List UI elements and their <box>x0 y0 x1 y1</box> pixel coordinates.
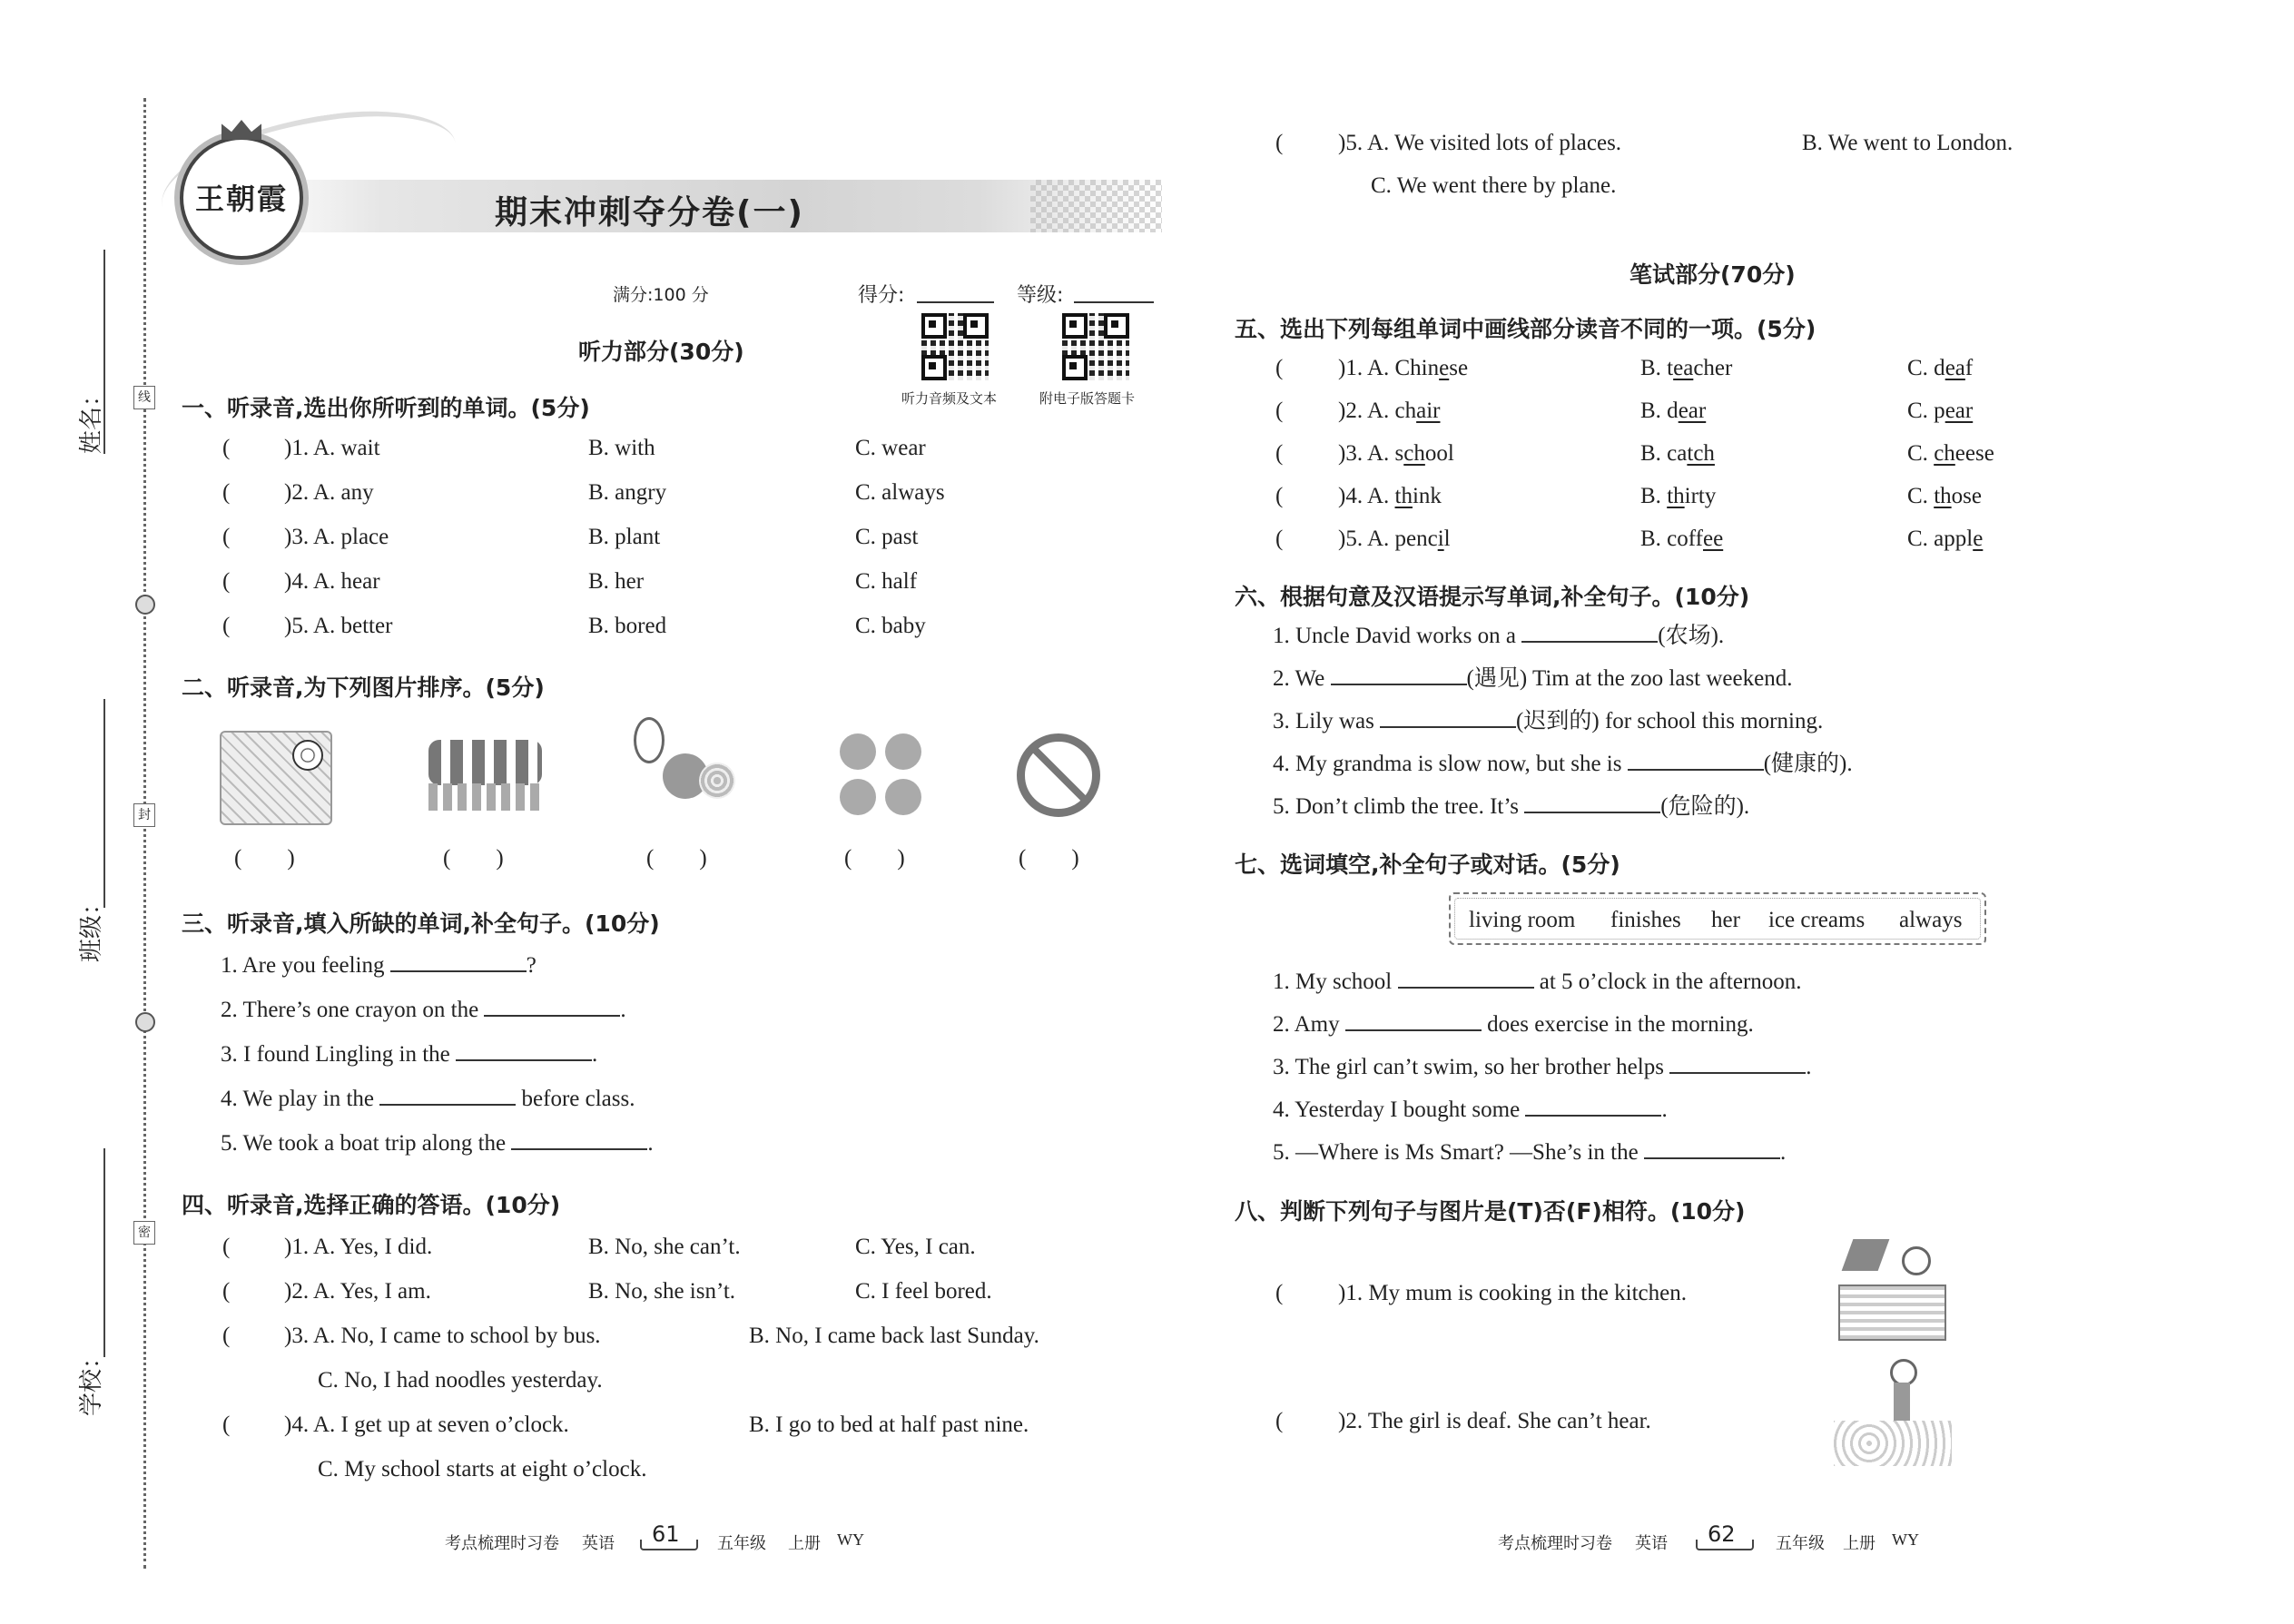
s3-q5-blank[interactable] <box>511 1147 647 1150</box>
s7-q5-blank[interactable] <box>1644 1156 1780 1159</box>
footer-grade: 五年级 <box>1776 1534 1825 1552</box>
footer-term: 上册 <box>1843 1534 1876 1552</box>
s3-q3-text: 3. I found Lingling in the <box>221 1042 450 1067</box>
s5-q5-b: B. coffee <box>1640 527 1724 551</box>
logo-text: 王朝霞 <box>194 182 288 215</box>
grade-label: 等级: <box>1017 284 1064 307</box>
s5-q2-c: C. pear <box>1907 399 1974 423</box>
listening-heading: 听力部分(30分) <box>578 339 744 365</box>
s6-q3: 3. Lily was (迟到的) for school this morning. <box>1273 709 1824 733</box>
s6-q5-blank[interactable] <box>1524 811 1660 813</box>
s1-q3-b: B. plant <box>588 525 661 549</box>
seal-mark-1: 线 <box>133 386 155 409</box>
class-label: 班级： <box>78 891 105 962</box>
logo-badge <box>180 136 303 260</box>
s7-q3: 3. The girl can’t swim, so her brother helps . <box>1273 1055 1812 1079</box>
s5-q4-paren[interactable]: ( <box>1275 484 1284 508</box>
s1-q1-a: )1. A. wait <box>284 436 380 460</box>
picture-children-group <box>428 731 542 826</box>
s6-q1-blank[interactable] <box>1521 640 1658 643</box>
s5-q1-b: B. teacher <box>1640 356 1733 380</box>
qr-code-audio[interactable] <box>921 313 989 380</box>
s5-q3-a: )3. A. school <box>1338 441 1454 466</box>
s5-q1-a: )1. A. Chinese <box>1338 356 1469 380</box>
s5-q1-paren[interactable]: ( <box>1275 356 1284 380</box>
s3-q4-blank[interactable] <box>379 1103 516 1106</box>
s5-q4-c: C. those <box>1907 484 1982 508</box>
picture-girl-outdoor <box>1834 1357 1952 1471</box>
s2-bracket-2[interactable]: ( ) <box>443 846 504 871</box>
class-line <box>103 699 105 908</box>
s8-q2-text: )2. The girl is deaf. She can’t hear. <box>1338 1409 1651 1433</box>
s1-q4-a: )4. A. hear <box>284 569 380 594</box>
page-title: 期末冲刺夺分卷(一) <box>495 194 804 231</box>
s1-q2-paren[interactable]: ( <box>222 480 231 505</box>
footer-code: WY <box>1892 1530 1919 1549</box>
s4-q5-paren[interactable]: ( <box>1275 131 1284 155</box>
s4-q1-paren[interactable]: ( <box>222 1235 231 1259</box>
word-bank-word: always <box>1899 908 1963 932</box>
s3-q2-end: . <box>620 998 626 1022</box>
s5-q3-c: C. cheese <box>1907 441 1994 466</box>
s6-q2-blank[interactable] <box>1331 683 1467 685</box>
s4-q1-a: )1. A. Yes, I did. <box>284 1235 433 1259</box>
school-label: 学校： <box>78 1344 105 1416</box>
word-bank-word: living room <box>1469 908 1576 932</box>
s1-q2-a: )2. A. any <box>284 480 374 505</box>
s4-q3-paren[interactable]: ( <box>222 1324 231 1348</box>
s5-q2-b: B. dear <box>1640 399 1707 423</box>
section-1-title: 一、听录音,选出你所听到的单词。(5分) <box>182 395 590 421</box>
s3-q2 <box>221 999 626 1021</box>
footer-grade: 五年级 <box>717 1534 766 1552</box>
s1-q2-c: C. always <box>855 480 945 505</box>
name-label: 姓名： <box>78 382 105 454</box>
s8-q2-paren[interactable]: ( <box>1275 1409 1284 1433</box>
page-number: 62 <box>1708 1521 1736 1547</box>
s1-q1-b: B. with <box>588 436 655 460</box>
qr-code-answer-card[interactable] <box>1062 313 1129 380</box>
s4-q4-c: C. My school starts at eight o’clock. <box>318 1457 647 1481</box>
section-8-title: 八、判断下列句子与图片是(T)否(F)相符。(10分) <box>1235 1198 1746 1225</box>
s2-bracket-3[interactable]: ( ) <box>646 846 707 871</box>
s2-bracket-1[interactable]: ( ) <box>234 846 295 871</box>
s4-q4-paren[interactable]: ( <box>222 1412 231 1437</box>
s1-q1-paren[interactable]: ( <box>222 436 231 460</box>
s4-q3-a: )3. A. No, I came to school by bus. <box>284 1324 601 1348</box>
seal-mark-3: 密 <box>133 1221 155 1245</box>
word-bank-box <box>1449 892 1986 945</box>
s3-q4 <box>221 1088 635 1110</box>
s4-q4-b: B. I go to bed at half past nine. <box>749 1412 1029 1437</box>
s6-q1: 1. Uncle David works on a (农场). <box>1273 624 1725 648</box>
footer-term: 上册 <box>788 1534 821 1552</box>
section-7-title: 七、选词填空,补全句子或对话。(5分) <box>1235 851 1620 878</box>
s4-q5-a: )5. A. We visited lots of places. <box>1338 131 1622 155</box>
s1-q3-c: C. past <box>855 525 919 549</box>
s8-q1-paren[interactable]: ( <box>1275 1281 1284 1305</box>
s3-q3 <box>221 1043 597 1066</box>
s5-q5-a: )5. A. pencil <box>1338 527 1451 551</box>
s3-q1-text: 1. Are you feeling <box>221 953 385 978</box>
s1-q5-b: B. bored <box>588 614 667 638</box>
s3-q2-text: 2. There’s one crayon on the <box>221 998 479 1022</box>
grade-blank[interactable] <box>1074 301 1154 303</box>
s6-q5: 5. Don’t climb the tree. It’s (危险的). <box>1273 794 1750 819</box>
s7-q2: 2. Amy does exercise in the morning. <box>1273 1012 1754 1037</box>
section-2-title: 二、听录音,为下列图片排序。(5分) <box>182 674 545 701</box>
s3-q1 <box>221 954 537 977</box>
s3-q3-end: . <box>592 1042 598 1067</box>
s7-q4: 4. Yesterday I bought some . <box>1273 1097 1668 1122</box>
picture-girl-cheerleader <box>626 717 744 826</box>
s5-q4-a: )4. A. think <box>1338 484 1442 508</box>
page-number-bracket <box>1696 1540 1754 1550</box>
score-label: 得分: <box>858 284 905 307</box>
word-bank-word: her <box>1711 908 1740 932</box>
s5-q1-c: C. deaf <box>1907 356 1974 380</box>
section-5-title: 五、选出下列每组单词中画线部分读音不同的一项。(5分) <box>1235 316 1816 342</box>
footer-series: 考点梳理时习卷 <box>445 1534 559 1552</box>
s7-q3-blank[interactable] <box>1669 1071 1806 1074</box>
qr-answer-caption: 附电子版答题卡 <box>1039 390 1136 407</box>
crown-icon <box>222 120 261 140</box>
binding-dotted-line <box>143 98 146 1569</box>
s1-q5-paren[interactable]: ( <box>222 614 231 638</box>
s4-q1-c: C. Yes, I can. <box>855 1235 976 1259</box>
footer-subject: 英语 <box>582 1534 615 1552</box>
s3-q4-end: before class. <box>521 1087 635 1111</box>
s3-q5-text: 5. We took a boat trip along the <box>221 1131 507 1156</box>
seal-dot-icon <box>135 1012 155 1032</box>
score-blank[interactable] <box>917 301 994 303</box>
s4-q5-b: B. We went to London. <box>1802 131 2013 155</box>
qr-audio-caption: 听力音频及文本 <box>901 390 998 407</box>
s6-q4-blank[interactable] <box>1628 768 1764 771</box>
s1-q4-b: B. her <box>588 569 645 594</box>
word-bank-word: finishes <box>1610 908 1681 932</box>
footer-series: 考点梳理时习卷 <box>1498 1534 1612 1552</box>
s8-q1-text: )1. My mum is cooking in the kitchen. <box>1338 1281 1687 1305</box>
s4-q4-a: )4. A. I get up at seven o’clock. <box>284 1412 569 1437</box>
s5-q5-c: C. apple <box>1907 527 1984 551</box>
s7-q1-blank[interactable] <box>1398 986 1534 989</box>
s4-q2-paren[interactable]: ( <box>222 1279 231 1304</box>
s7-q4-blank[interactable] <box>1525 1114 1661 1117</box>
s4-q3-b: B. No, I came back last Sunday. <box>749 1324 1039 1348</box>
writing-heading: 笔试部分(70分) <box>1629 261 1796 288</box>
seal-mark-2: 封 <box>133 803 155 827</box>
section-4-title: 四、听录音,选择正确的答语。(10分) <box>182 1192 561 1218</box>
s5-q2-a: )2. A. chair <box>1338 399 1441 423</box>
s3-q5 <box>221 1132 654 1155</box>
picture-oranges <box>840 733 926 820</box>
ball-icon <box>292 740 323 771</box>
seal-dot-icon <box>135 595 155 615</box>
s1-q3-paren[interactable]: ( <box>222 525 231 549</box>
section-6-title: 六、根据句意及汉语提示写单词,补全句子。(10分) <box>1235 584 1750 610</box>
word-bank-word: ice creams <box>1768 908 1866 932</box>
s7-q2-blank[interactable] <box>1345 1029 1482 1031</box>
name-line <box>103 250 105 454</box>
s3-q1-end: ? <box>526 953 537 978</box>
no-skating-icon <box>1017 733 1100 817</box>
footer-subject: 英语 <box>1635 1534 1668 1552</box>
page-number: 61 <box>652 1521 680 1547</box>
s2-bracket-5[interactable]: ( ) <box>1019 846 1079 871</box>
s6-q3-blank[interactable] <box>1380 725 1516 728</box>
s6-q4: 4. My grandma is slow now, but she is (健康的). <box>1273 752 1853 776</box>
picture-mum-cooking <box>1838 1239 1943 1339</box>
s5-q3-b: B. catch <box>1640 441 1715 466</box>
checker-decoration <box>1030 180 1162 232</box>
s4-q5-c: C. We went there by plane. <box>1371 173 1617 198</box>
s5-q3-paren[interactable]: ( <box>1275 441 1284 466</box>
s3-q3-blank[interactable] <box>456 1058 592 1061</box>
s3-q1-blank[interactable] <box>390 969 527 972</box>
s3-q2-blank[interactable] <box>484 1014 620 1017</box>
s3-q5-end: . <box>647 1131 654 1156</box>
s1-q4-c: C. half <box>855 569 918 594</box>
footer-code: WY <box>837 1530 864 1549</box>
s1-q3-a: )3. A. place <box>284 525 389 549</box>
section-3-title: 三、听录音,填入所缺的单词,补全句子。(10分) <box>182 910 660 937</box>
page-number-bracket <box>640 1540 698 1550</box>
s5-q5-paren[interactable]: ( <box>1275 527 1284 551</box>
s1-q1-c: C. wear <box>855 436 926 460</box>
picture-skating-soccer <box>220 731 332 825</box>
s4-q2-a: )2. A. Yes, I am. <box>284 1279 431 1304</box>
s7-q1: 1. My school at 5 o’clock in the afternoon. <box>1273 969 1802 994</box>
s3-q4-text: 4. We play in the <box>221 1087 375 1111</box>
s4-q2-c: C. I feel bored. <box>855 1279 992 1304</box>
school-line <box>103 1148 105 1357</box>
s1-q5-a: )5. A. better <box>284 614 393 638</box>
s4-q2-b: B. No, she isn’t. <box>588 1279 736 1304</box>
s1-q5-c: C. baby <box>855 614 926 638</box>
s7-q5: 5. —Where is Ms Smart? —She’s in the . <box>1273 1140 1787 1165</box>
s1-q2-b: B. angry <box>588 480 667 505</box>
s1-q4-paren[interactable]: ( <box>222 569 231 594</box>
s5-q2-paren[interactable]: ( <box>1275 399 1284 423</box>
full-score: 满分:100 分 <box>613 285 709 305</box>
s4-q3-c: C. No, I had noodles yesterday. <box>318 1368 603 1393</box>
s4-q1-b: B. No, she can’t. <box>588 1235 741 1259</box>
s6-q2: 2. We (遇见) Tim at the zoo last weekend. <box>1273 666 1793 691</box>
s5-q4-b: B. thirty <box>1640 484 1717 508</box>
s2-bracket-4[interactable]: ( ) <box>844 846 905 871</box>
